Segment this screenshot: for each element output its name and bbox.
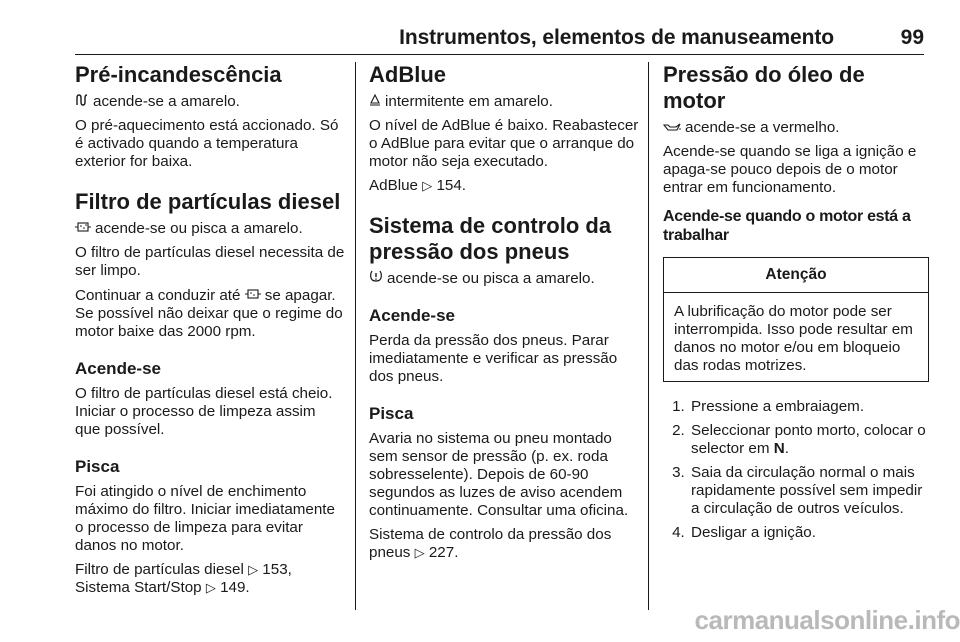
- particulate-filter-icon: [75, 219, 91, 237]
- section-title-dpf: Filtro de partículas diesel: [75, 189, 341, 214]
- page-reference-arrow-icon: ▷: [248, 562, 259, 577]
- preheat-indicator-line: [75, 92, 345, 111]
- column-3: [663, 62, 929, 548]
- ref-dpf-label: Filtro de partículas diesel: [75, 561, 244, 578]
- page-reference-arrow-icon: ▷: [205, 580, 216, 595]
- dpf-paragraph-2a: Continuar a conduzir até: [75, 287, 241, 304]
- section-title-tpms: Sistema de controlo da pressão dos pneus: [369, 213, 612, 264]
- tyre-pressure-icon: [369, 269, 383, 287]
- tpms-on-paragraph: Perda da pressão dos pneus. Parar imediatamente e verificar as pressão dos pneus.: [369, 332, 618, 385]
- ref-dpf-page[interactable]: 153,: [262, 561, 292, 578]
- adblue-icon: [369, 92, 381, 110]
- section-title-preheat: Pré-incandescência: [75, 62, 282, 87]
- subsection-flashing: Pisca: [75, 457, 120, 476]
- page-reference-arrow-icon: ▷: [422, 178, 433, 193]
- page-reference-arrow-icon: ▷: [414, 545, 425, 560]
- dpf-references: [75, 561, 345, 597]
- dpf-paragraph-2: [75, 286, 345, 341]
- dpf-on-paragraph: O filtro de partículas diesel está cheio. Iniciar o processo de limpeza assim que possível.: [75, 385, 333, 438]
- dpf-paragraph-2b: se apagar. Se possível não deixar que o regime do motor baixe das 2000 rpm.: [75, 287, 343, 340]
- section-title-oil-pressure: Pressão do óleo de motor: [663, 62, 865, 113]
- step-item: 1. Pressione a embraiagem.: [689, 398, 929, 416]
- oil-indicator-text: acende-se a vermelho.: [685, 119, 840, 136]
- column-divider-1: [355, 62, 356, 610]
- page-header: [0, 20, 924, 54]
- adblue-indicator-text: intermitente em amarelo.: [385, 93, 553, 110]
- warning-box: [663, 257, 929, 382]
- procedure-steps: [663, 398, 929, 542]
- adblue-reference: [369, 177, 639, 195]
- subsection-lights-on: Acende-se: [369, 306, 455, 325]
- ref-startstop-page[interactable]: 149.: [220, 579, 250, 596]
- preheat-paragraph: O pré-aquecimento está accionado. Só é activado quando a temperatura exterior for baixa.: [75, 117, 339, 170]
- preheat-coil-icon: [75, 92, 89, 110]
- header-divider: [75, 54, 924, 55]
- oil-indicator-line: [663, 118, 929, 137]
- gear-n-label: N: [773, 440, 785, 457]
- subsection-lights-on: Acende-se: [75, 359, 161, 378]
- ref-tpms-label: Sistema de controlo da pressão dos pneus: [369, 526, 612, 561]
- page-number: 99: [900, 26, 924, 49]
- ref-startstop-label: Sistema Start/Stop: [75, 579, 202, 596]
- tpms-reference: [369, 526, 639, 562]
- watermark: carmanualsonline.info: [694, 605, 960, 635]
- dpf-indicator-line: [75, 219, 345, 238]
- tpms-indicator-line: [369, 269, 639, 288]
- adblue-indicator-line: [369, 92, 639, 111]
- step-item: 3. Saia da circulação normal o mais rapidamente possível sem impedir a circulação de outros veículos.: [689, 464, 929, 518]
- dpf-paragraph-1: O filtro de partículas diesel necessita de ser limpo.: [75, 244, 345, 279]
- column-divider-2: [648, 62, 649, 610]
- step-item: 4. Desligar a ignição.: [689, 524, 929, 542]
- subsection-flashing: Pisca: [369, 404, 414, 423]
- step-2-text: Seleccionar ponto morto, colocar o selector em: [691, 422, 926, 457]
- column-2: [369, 62, 639, 568]
- page-header-title: Instrumentos, elementos de manuseamento: [399, 26, 834, 49]
- dpf-flash-paragraph: Foi atingido o nível de enchimento máximo do filtro. Iniciar imediatamente o processo de limpeza para evitar danos no motor.: [75, 483, 335, 554]
- warning-body: A lubrificação do motor pode ser interrompida. Isso pode resultar em danos no motor e/ou em bloqueio das rodas motrizes.: [674, 303, 913, 374]
- dpf-indicator-text: acende-se ou pisca a amarelo.: [95, 220, 303, 237]
- step-item: [689, 422, 929, 458]
- adblue-paragraph: O nível de AdBlue é baixo. Reabastecer o AdBlue para evitar que o arranque do motor não seja executado.: [369, 117, 639, 170]
- step-2-end: .: [784, 440, 789, 457]
- ref-adblue-page[interactable]: 154.: [436, 177, 467, 194]
- section-title-adblue: AdBlue: [369, 62, 446, 87]
- ref-adblue-label: AdBlue: [369, 177, 418, 194]
- particulate-filter-icon: [245, 286, 261, 304]
- oil-can-icon: [663, 118, 681, 136]
- preheat-indicator-text: acende-se a amarelo.: [93, 93, 240, 110]
- ref-tpms-page[interactable]: 227.: [428, 544, 459, 561]
- column-1: [75, 62, 345, 603]
- warning-title: Atenção: [664, 258, 928, 293]
- tpms-flash-paragraph: Avaria no sistema ou pneu montado sem sensor de pressão (p. ex. roda sobresselente). Depois de 60-90 segundos as luzes de aviso acendem continuamente. Consultar uma oficina.: [369, 430, 629, 519]
- tpms-indicator-text: acende-se ou pisca a amarelo.: [387, 270, 595, 287]
- oil-paragraph: Acende-se quando se liga a ignição e apaga-se pouco depois de o motor entrar em funcionamento.: [663, 143, 917, 196]
- subsection-engine-running: Acende-se quando o motor está a trabalhar: [663, 208, 911, 244]
